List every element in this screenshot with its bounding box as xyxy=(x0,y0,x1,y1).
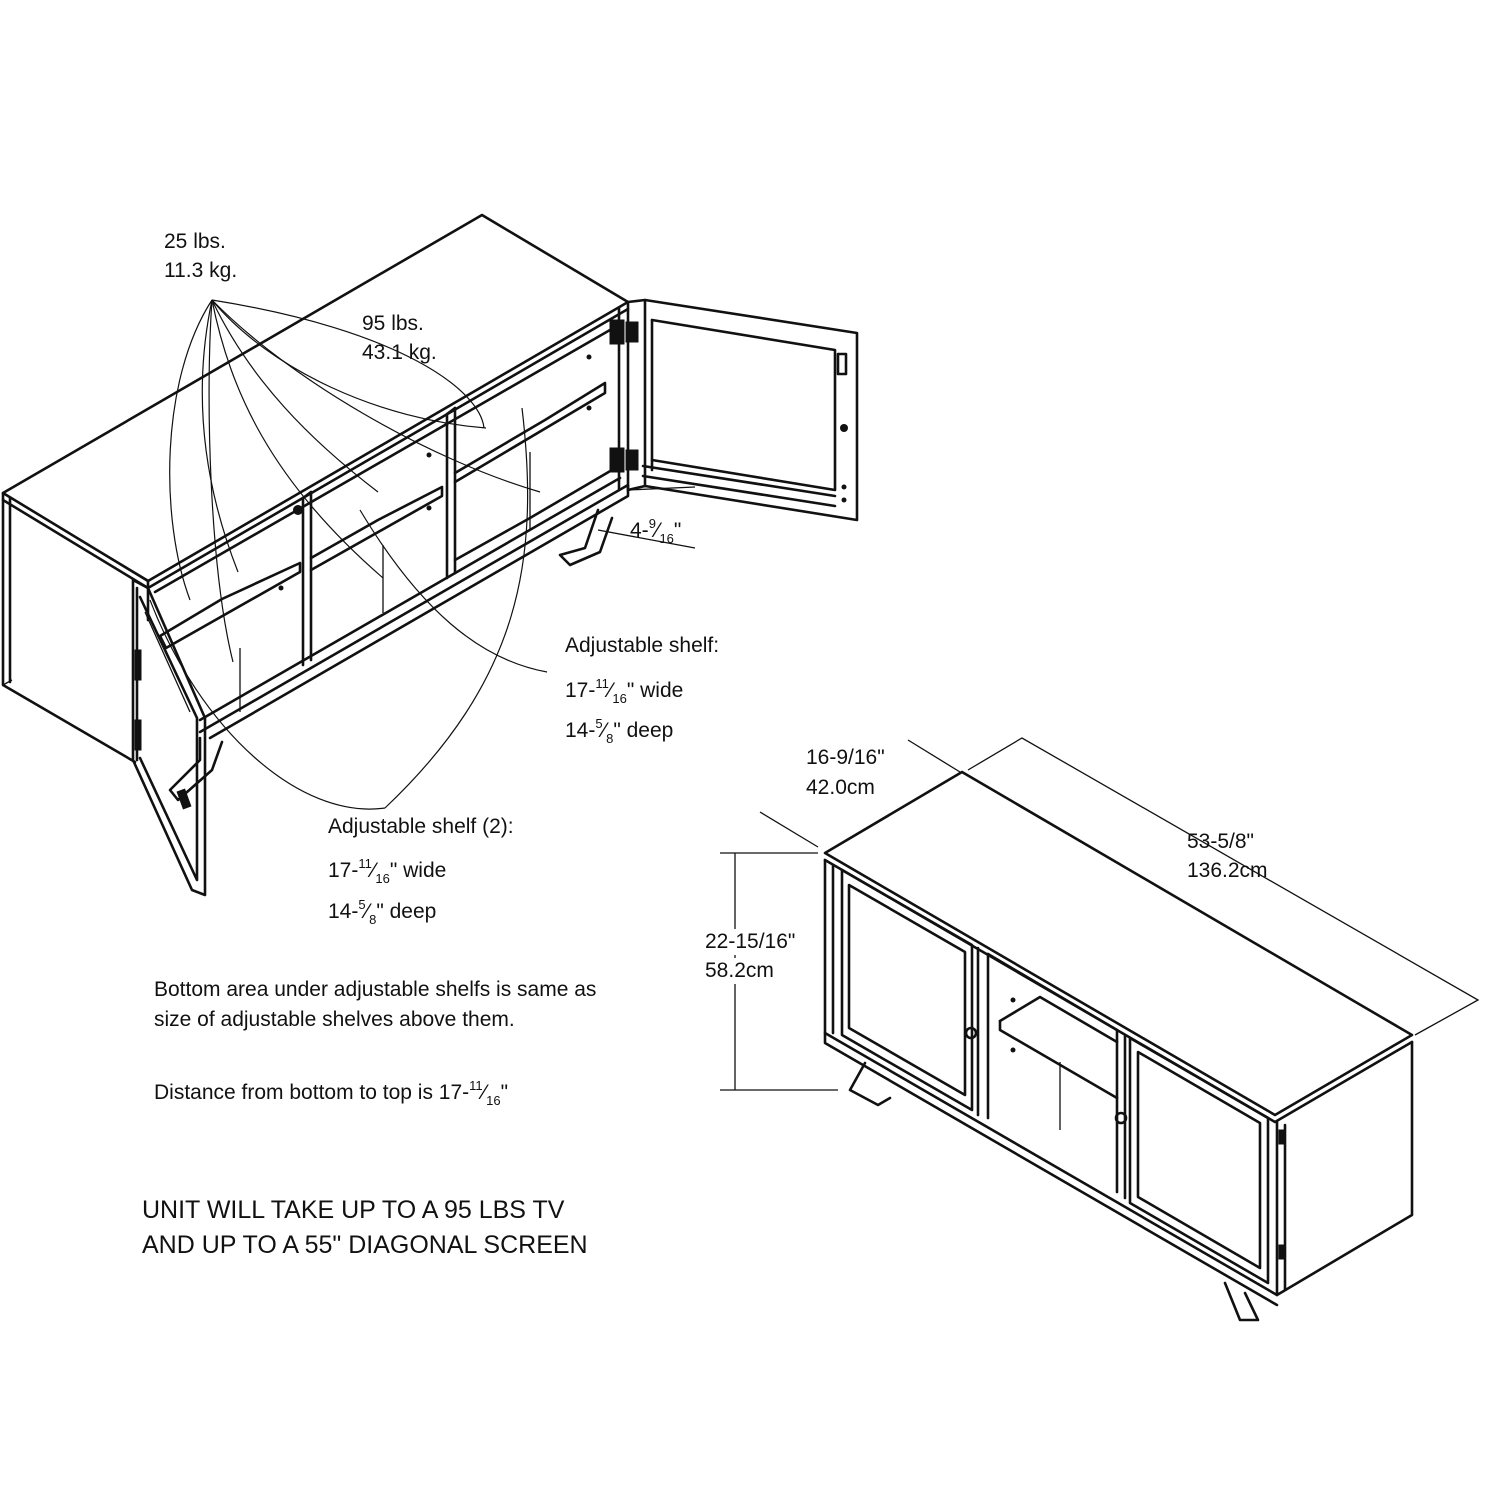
shelf-weight-kg: 11.3 kg. xyxy=(164,259,238,282)
left-shelf-width-num: 11 xyxy=(358,856,372,871)
shelf-weight-lbs: 25 lbs. xyxy=(164,230,226,253)
distance-note-prefix: Distance from bottom to top is 17- xyxy=(154,1081,470,1104)
left-shelf-depth-whole: 14- xyxy=(328,900,359,923)
right-shelf-width-suffix: " wide xyxy=(626,679,684,702)
right-shelf-width-den: 16 xyxy=(612,691,627,707)
left-shelf-depth-suffix: " deep xyxy=(376,900,437,923)
right-shelf-title: Adjustable shelf: xyxy=(565,634,720,657)
bottom-area-note: Bottom area under adjustable shelfs is same as size of adjustable shelves above them. xyxy=(154,978,597,1031)
capacity-line-1: UNIT WILL TAKE UP TO A 95 LBS TV xyxy=(142,1196,565,1224)
depth-inches: 16-9/16" xyxy=(806,746,885,769)
right-shelf-depth: $14-^5⁄_8$" deep xyxy=(565,716,674,747)
depth-cm: 42.0cm xyxy=(806,776,875,799)
distance-note: Distance from bottom to top is $17-^{11}⁄_{16}$" xyxy=(154,1078,509,1109)
top-weight-lbs: 95 lbs. xyxy=(362,312,424,335)
width-cm: 136.2cm xyxy=(1187,859,1268,882)
right-shelf-depth-den: 8 xyxy=(606,731,614,747)
right-shelf-depth-whole: 14- xyxy=(565,719,596,742)
left-shelf-width-whole: 17- xyxy=(328,859,359,882)
left-shelf-depth: $14-^5⁄_8$" deep xyxy=(328,897,437,928)
right-shelf-width-whole: 17- xyxy=(565,679,596,702)
left-shelf-width-den: 16 xyxy=(375,871,390,887)
left-shelf-width-suffix: " wide xyxy=(389,859,447,882)
door-gap-den: 16 xyxy=(659,531,674,547)
left-shelf-depth-den: 8 xyxy=(369,912,377,928)
height-cm: 58.2cm xyxy=(705,959,774,982)
door-gap-num: 9 xyxy=(648,516,656,531)
distance-note-num: 11 xyxy=(469,1078,483,1093)
height-inches: 22-15/16" xyxy=(705,930,796,953)
capacity-line-2: AND UP TO A 55" DIAGONAL SCREEN xyxy=(142,1231,588,1259)
door-gap-unit: " xyxy=(673,519,682,542)
right-shelf-width-num: 11 xyxy=(595,676,609,691)
closed-cabinet-drawing xyxy=(720,738,1478,1320)
right-shelf-depth-suffix: " deep xyxy=(613,719,674,742)
left-shelf-depth-num: 5 xyxy=(358,897,366,912)
left-shelf-width: $17-^{11}⁄_{16}$" wide xyxy=(328,856,447,887)
left-shelf-title: Adjustable shelf (2): xyxy=(328,815,514,838)
right-shelf-depth-num: 5 xyxy=(595,716,603,731)
door-gap-dimension: $4-^9⁄_{16}$" xyxy=(630,516,682,547)
open-cabinet-drawing xyxy=(3,215,857,895)
distance-note-den: 16 xyxy=(486,1093,501,1109)
door-gap-whole: 4- xyxy=(630,519,649,542)
width-inches: 53-5/8" xyxy=(1187,830,1254,853)
distance-note-suffix: " xyxy=(500,1081,509,1104)
top-weight-kg: 43.1 kg. xyxy=(362,341,437,364)
right-shelf-width: $17-^{11}⁄_{16}$" wide xyxy=(565,676,684,707)
